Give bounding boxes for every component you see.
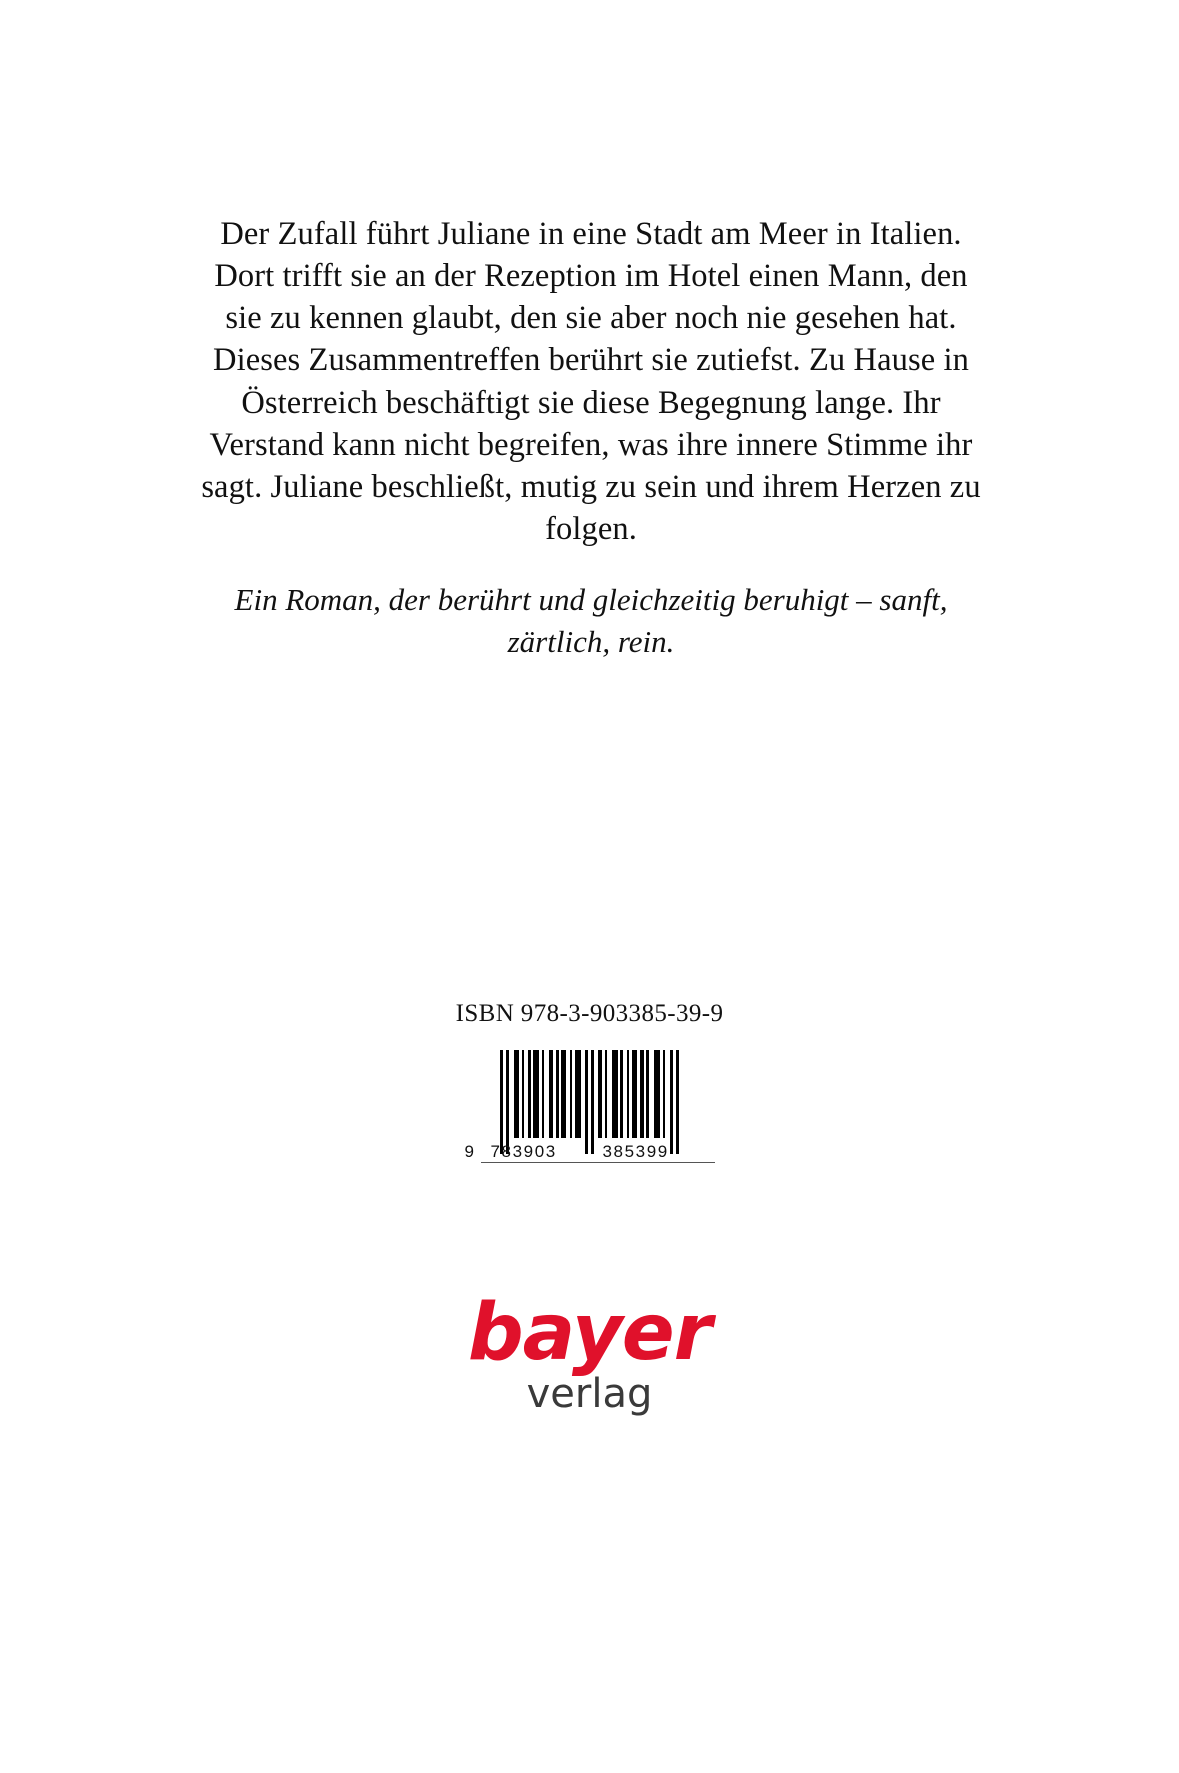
barcode-bars	[481, 1050, 699, 1138]
barcode-digits	[465, 1140, 715, 1164]
barcode-left-group: 783903	[490, 1142, 557, 1161]
tagline-text: Ein Roman, der berührt und gleichzeitig beruhigt – sanft, zärtlich, rein.	[234, 582, 948, 659]
barcode-underline	[481, 1162, 715, 1163]
barcode	[465, 1050, 715, 1164]
isbn-number: ISBN 978-3-903385-39-9	[455, 1000, 724, 1027]
publisher-logo	[0, 1288, 1179, 1418]
barcode-right-group: 385399	[602, 1142, 669, 1161]
publisher-suffix: verlag	[526, 1371, 653, 1418]
blurb-text: Der Zufall führt Juliane in eine Stadt am Meer in Italien. Dort trifft sie an der Rezeption im Hotel einen Mann, den sie zu kennen glaubt, den sie aber noch nie gesehen hat. Dieses Zusammentreffen berührt sie zutiefst. Zu Hause in Österreich beschäftigt sie diese Begegnung lange. Ihr Verstand kann nicht begreifen, was ihre innere Stimme ihr sagt. Juliane beschließt, mutig zu sein und ihrem Herzen zu folgen.	[201, 215, 981, 548]
isbn-block	[0, 1000, 1179, 1164]
publisher-name: bayer	[467, 1288, 712, 1378]
barcode-lead-digit: 9	[464, 1142, 476, 1161]
